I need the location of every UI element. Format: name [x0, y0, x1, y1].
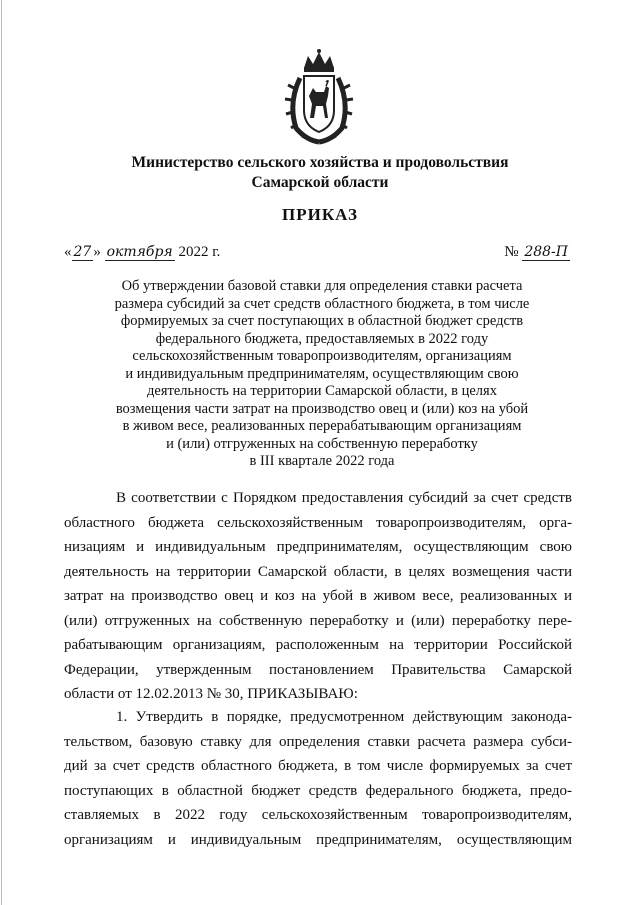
subject-line: размера субсидий за счет средств областного бюджета, в том числе [114, 295, 530, 312]
date-day: 27 [73, 244, 92, 260]
order-number [504, 244, 570, 261]
subject-line: в живом весе, реализованных перерабатывающим организациям [122, 418, 522, 434]
paragraph-line: дий за счет средств областного бюджета, в том числе формируемых за счет [64, 758, 572, 774]
paragraph-line: области от 12.02.2013 № 30, ПРИКАЗЫВАЮ: [64, 686, 358, 702]
subject-line: и (или) отгруженных на собственную переработку [166, 435, 478, 452]
date-month: октября [106, 244, 173, 260]
date-year: 2022 г. [178, 244, 221, 260]
paragraph-line: (или) отгруженных на собственную переработку и (или) переработку пере- [64, 612, 572, 629]
paragraph-line: областного бюджета сельскохозяйственным товаропроизводителям, орга- [64, 514, 572, 531]
order-subject [74, 278, 570, 471]
paragraph-line: затрат на производство овец и коз на убой в живом весе, реализованных и [64, 588, 572, 604]
ministry-line-1: Министерство сельского хозяйства и продовольствия [131, 154, 509, 171]
paragraph-line: В соответствии с Порядком предоставления субсидий за счет средств [116, 490, 572, 506]
clause-1-paragraph [64, 705, 572, 852]
subject-line: в III квартале 2022 года [249, 453, 395, 469]
paragraph-line: Федерации, утвержденным постановлением Правительства Самарской [64, 661, 572, 678]
paragraph-line: низациям и индивидуальным предпринимателям, осуществляющим свою [64, 539, 572, 555]
ministry-line-2: Самарской области [251, 174, 389, 191]
subject-line: Об утверждении базовой ставки для определения ставки расчета [121, 278, 523, 294]
paragraph-line: деятельность на территории Самарской области, в целях возмещения части [64, 563, 572, 580]
preamble-paragraph [64, 486, 572, 707]
date-close-quote: » [93, 244, 101, 260]
date-open-quote: « [64, 244, 72, 260]
subject-line: формируемых за счет поступающих в областной бюджет средств [120, 313, 524, 329]
order-number-value: 288-П [524, 244, 568, 260]
paragraph-line: тельством, базовую ставку для определения ставки расчета размера субси- [64, 733, 572, 750]
order-number-label: № [504, 244, 519, 260]
subject-line: деятельность на территории Самарской области, в целях [147, 383, 497, 399]
paragraph-line: поступающих в областной бюджет средств федерального бюджета, предо- [64, 782, 572, 799]
paragraph-line: организациям и индивидуальным предпринимателям, осуществляющим [64, 831, 572, 848]
paragraph-line: рабатывающим организациям, расположенным на территории Российской [64, 637, 572, 653]
order-date [64, 244, 220, 261]
paragraph-line: ставляемых в 2022 году сельскохозяйственным товаропроизводителям, [64, 807, 572, 823]
subject-line: сельскохозяйственным товаропроизводителям, организациям [132, 348, 512, 364]
subject-line: и индивидуальным предпринимателям, осуществляющим свою [125, 365, 519, 382]
coat-of-arms-icon [282, 48, 356, 146]
document-type-title: ПРИКАЗ [282, 205, 358, 224]
scan-margin-line [1, 0, 2, 905]
paragraph-line: 1. Утвердить в порядке, предусмотренном действующим законода- [116, 709, 572, 725]
subject-line: федерального бюджета, предоставляемых в 2022 году [155, 330, 489, 347]
ministry-name [0, 153, 640, 193]
subject-line: возмещения части затрат на производство овец и (или) коз на убой [115, 400, 529, 417]
